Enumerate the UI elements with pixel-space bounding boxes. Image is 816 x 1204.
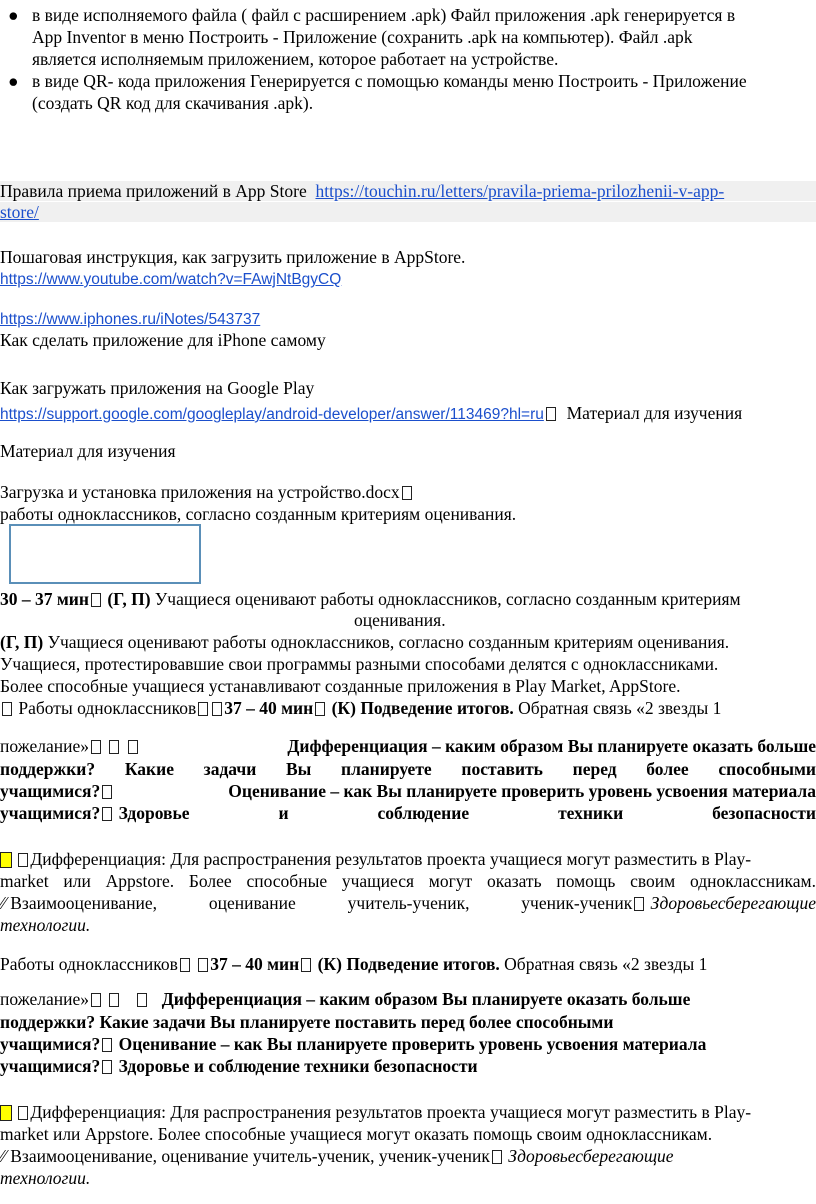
google-play-link[interactable]: https://support.google.com/googleplay/android-developer/answer/113469?hl=ru (0, 406, 544, 423)
missing-glyph-icon (198, 702, 208, 716)
section1-line2: (Г, П) Учащиеся оценивают работы одноклассников, согласно созданным критериям оценивания. (0, 632, 730, 652)
summary1-line4: учащимися? Оценивание – как Вы планируете проверить уровень усвоения материала (0, 781, 816, 801)
section1-heading-end: оценивания. (354, 610, 446, 630)
missing-glyph-icon (91, 993, 101, 1007)
bullet-line: App Inventor в меню Построить - Приложение (сохранить .apk на компьютер). Файл .apk (32, 27, 693, 47)
iphones-link-line (0, 308, 260, 330)
summary2-line1: Работы одноклассников 37 – 40 мин (К) Подведение итогов. Обратная связь «2 звезды 1 (0, 954, 708, 974)
missing-glyph-icon (212, 702, 222, 716)
missing-glyph-icon (91, 740, 101, 754)
google-play-label: Как загружать приложения на Google Play (0, 378, 315, 398)
bullet-item: ● в виде исполняемого файла ( файл с расширением .apk) Файл приложения .apk генерируется в (8, 5, 736, 25)
install-doc-line (0, 482, 414, 502)
study-material-label: Материал для изучения (0, 441, 176, 461)
missing-glyph-icon (198, 958, 208, 972)
summary1-line3: поддержки? Какие задачи Вы планируете поставить перед более способными (0, 759, 816, 779)
missing-glyph-icon (634, 897, 644, 911)
appstore-rules-link[interactable]: https://touchin.ru/letters/pravila-priema-prilozhenii-v-app- (315, 181, 725, 201)
bullet-dot-icon: ● (8, 5, 19, 25)
diff-answer2-line3: ⁄⁄ Взаимооценивание, оценивание учитель-ученик, ученик-ученик Здоровьесберегающие (0, 1146, 674, 1166)
appstore-rules-line-2 (0, 202, 816, 222)
missing-glyph-icon (315, 702, 325, 716)
diff-answer1-line1: Дифференциация: Для распространения результатов проекта учащиеся могут разместить в Play- (0, 849, 751, 869)
summary1-line2: пожелание» Дифференциация – каким образом Вы планируете оказать больше (0, 736, 816, 756)
bullet-line: является исполняемым приложением, которое работает на устройстве. (32, 49, 559, 69)
google-play-link-line: https://support.google.com/googleplay/android-developer/answer/113469?hl=ru Материал для изучения (0, 403, 743, 423)
missing-glyph-icon (546, 407, 556, 421)
summary1-line5: учащимися? Здоровье и соблюдение техники безопасности (0, 803, 816, 823)
diff-answer1-line3: ⁄⁄ Взаимооценивание, оценивание учитель-ученик, ученик-ученик Здоровьесберегающие (0, 893, 816, 913)
missing-glyph-icon (18, 1106, 28, 1120)
missing-glyph-icon (91, 593, 101, 607)
appstore-rules-line: Правила приема приложений в App Store https://touchin.ru/letters/pravila-priema-prilozhenii-v-app- (0, 181, 816, 201)
missing-glyph-icon (402, 486, 412, 500)
diff-answer1-line2: market или Appstore. Более способные учащиеся могут оказать помощь своим одноклассникам. (0, 871, 816, 891)
missing-glyph-icon (492, 1150, 502, 1164)
appstore-guide-label: Пошаговая инструкция, как загрузить приложение в AppStore. (0, 247, 466, 267)
missing-glyph-icon (2, 702, 12, 716)
missing-glyph-icon (128, 740, 138, 754)
section1-heading: 30 – 37 мин (Г, П) Учащиеся оценивают работы одноклассников, согласно созданным критериям (0, 589, 741, 609)
bullet-line: (создать QR код для скачивания .apk). (32, 93, 314, 113)
highlight-marker-icon (0, 852, 12, 868)
summary2-line5: учащимися? Здоровье и соблюдение техники безопасности (0, 1056, 478, 1076)
summary2-line4: учащимися? Оценивание – как Вы планируете проверить уровень усвоения материала (0, 1034, 707, 1054)
embedded-frame (9, 524, 201, 584)
bullet-item: ● в виде QR- кода приложения Генерируется с помощью команды меню Построить - Приложение (8, 71, 747, 91)
appstore-rules-link-continued[interactable]: store/ (0, 202, 39, 222)
highlight-marker-icon (0, 1105, 12, 1121)
diff-answer2-line1: Дифференциация: Для распространения результатов проекта учащиеся могут разместить в Play- (0, 1102, 751, 1122)
missing-glyph-icon (137, 993, 147, 1007)
missing-glyph-icon (109, 740, 119, 754)
diff-answer2-line2: market или Appstore. Более способные учащиеся могут оказать помощь своим одноклассникам. (0, 1124, 713, 1144)
youtube-link[interactable]: https://www.youtube.com/watch?v=FAwjNtBgyCQ (0, 271, 342, 288)
peer-work-line: работы одноклассников, согласно созданным критериям оценивания. (0, 504, 517, 524)
missing-glyph-icon (301, 958, 311, 972)
section1-line4: Более способные учащиеся устанавливают созданные приложения в Play Market, AppStore. (0, 676, 681, 696)
missing-glyph-icon (180, 958, 190, 972)
summary1-line1: Работы одноклассников 37 – 40 мин (К) Подведение итогов. Обратная связь «2 звезды 1 (0, 698, 816, 718)
youtube-link-line (0, 268, 341, 290)
diff-answer2-line4: технологии. (0, 1168, 91, 1188)
iphone-app-label: Как сделать приложение для iPhone самому (0, 330, 326, 350)
summary2-line3: поддержки? Какие задачи Вы планируете поставить перед более способными (0, 1012, 614, 1032)
summary2-line2: пожелание» Дифференциация – каким образом Вы планируете оказать больше (0, 989, 691, 1009)
missing-glyph-icon (18, 853, 28, 867)
double-slash-icon: ⁄⁄ (0, 893, 6, 913)
section1-line3: Учащиеся, протестировавшие свои программы разными способами делятся с одноклассниками. (0, 654, 719, 674)
double-slash-icon: ⁄⁄ (0, 1146, 6, 1166)
missing-glyph-icon (102, 785, 112, 799)
install-doc-link[interactable]: Загрузка и установка приложения на устройство.docx (0, 482, 400, 502)
bullet-dot-icon: ● (8, 71, 19, 91)
iphones-link[interactable]: https://www.iphones.ru/iNotes/543737 (0, 311, 261, 328)
missing-glyph-icon (102, 1038, 112, 1052)
missing-glyph-icon (102, 807, 112, 821)
missing-glyph-icon (102, 1060, 112, 1074)
missing-glyph-icon (109, 993, 119, 1007)
diff-answer1-line4: технологии. (0, 915, 91, 935)
